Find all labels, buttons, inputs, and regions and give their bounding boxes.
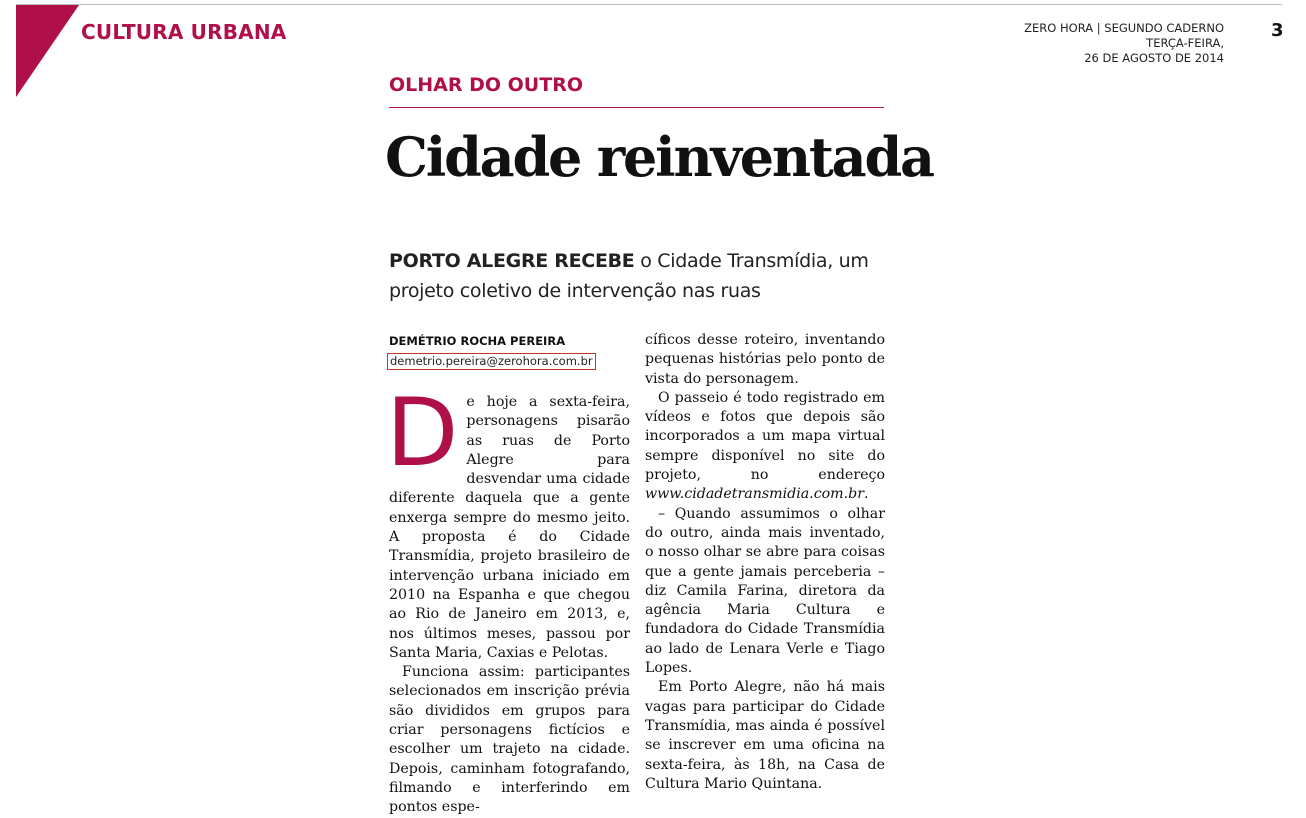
page-number: 3 (1271, 20, 1284, 41)
project-url-link[interactable]: www.cidadetransmidia.com.br (645, 486, 865, 503)
article-paragraph (645, 389, 885, 505)
publication-date: 26 DE AGOSTO DE 2014 (1084, 51, 1224, 65)
article-headline: Cidade reinventada (385, 125, 933, 189)
author-email-link[interactable]: demetrio.pereira@zerohora.com.br (387, 353, 596, 370)
article-paragraph (386, 379, 630, 663)
deck-bold: PORTO ALEGRE RECEBE (389, 250, 635, 272)
author-byline: DEMÉTRIO ROCHA PEREIRA (389, 334, 566, 348)
paragraph-end: . (864, 486, 869, 503)
publication-meta (964, 21, 1224, 66)
article-column-2 (645, 331, 885, 794)
article-paragraph: cíficos desse roteiro, inventando pequenas histórias pelo ponto de vista do personagem. (645, 332, 885, 387)
top-rule (16, 4, 1282, 5)
article-column-1 (386, 379, 630, 818)
article-paragraph: Em Porto Alegre, não há mais vagas para participar do Cidade Transmídia, mas ainda é possível se inscrever em uma oficina na sexta-feira, às 18h, na Casa de Cultura Mario Quintana. (645, 679, 885, 792)
deck-text: o Cidade Transmídia, um projeto coletivo de intervenção nas ruas (389, 250, 869, 302)
drop-cap: D (386, 379, 459, 488)
publication-name: ZERO HORA | SEGUNDO CADERNO (1024, 21, 1224, 35)
paragraph-text: e hoje a sexta-feira, personagens pisarão as ruas de Porto Alegre para desvendar uma cidade diferente daquela que a gente enxerga sempre do mesmo jeito. A proposta é do Cidade Transmídia, projeto brasileiro de intervenção urbana iniciado em 2010 na Espanha e que chegou ao Rio de Janeiro em 2013, e, nos últimos meses, passou por Santa Maria, Caxias e Pelotas. (389, 394, 630, 661)
section-corner-triangle (16, 5, 79, 97)
article-deck (389, 246, 889, 306)
publication-weekday: TERÇA-FEIRA, (1146, 36, 1224, 50)
kicker-rule (389, 107, 884, 108)
article-paragraph: – Quando assumimos o olhar do outro, ainda mais inventado, o nosso olhar se abre para coisas que a gente jamais perceberia – diz Camila Farina, diretora da agência Maria Cultura e fundadora do Cidade Transmídia ao lado de Lenara Verle e Tiago Lopes. (645, 505, 885, 677)
section-label: CULTURA URBANA (81, 20, 287, 44)
article-paragraph: Funciona assim: participantes selecionados em inscrição prévia são divididos em grupos para criar personagens fictícios e escolher um trajeto na cidade. Depois, caminham fotografando, filmando e interferindo em pontos espe- (389, 664, 630, 816)
paragraph-text: O passeio é todo registrado em vídeos e fotos que depois são incorporados a um mapa virtual sempre disponível no site do projeto, no endereço (645, 389, 885, 484)
article-kicker: OLHAR DO OUTRO (389, 74, 583, 96)
